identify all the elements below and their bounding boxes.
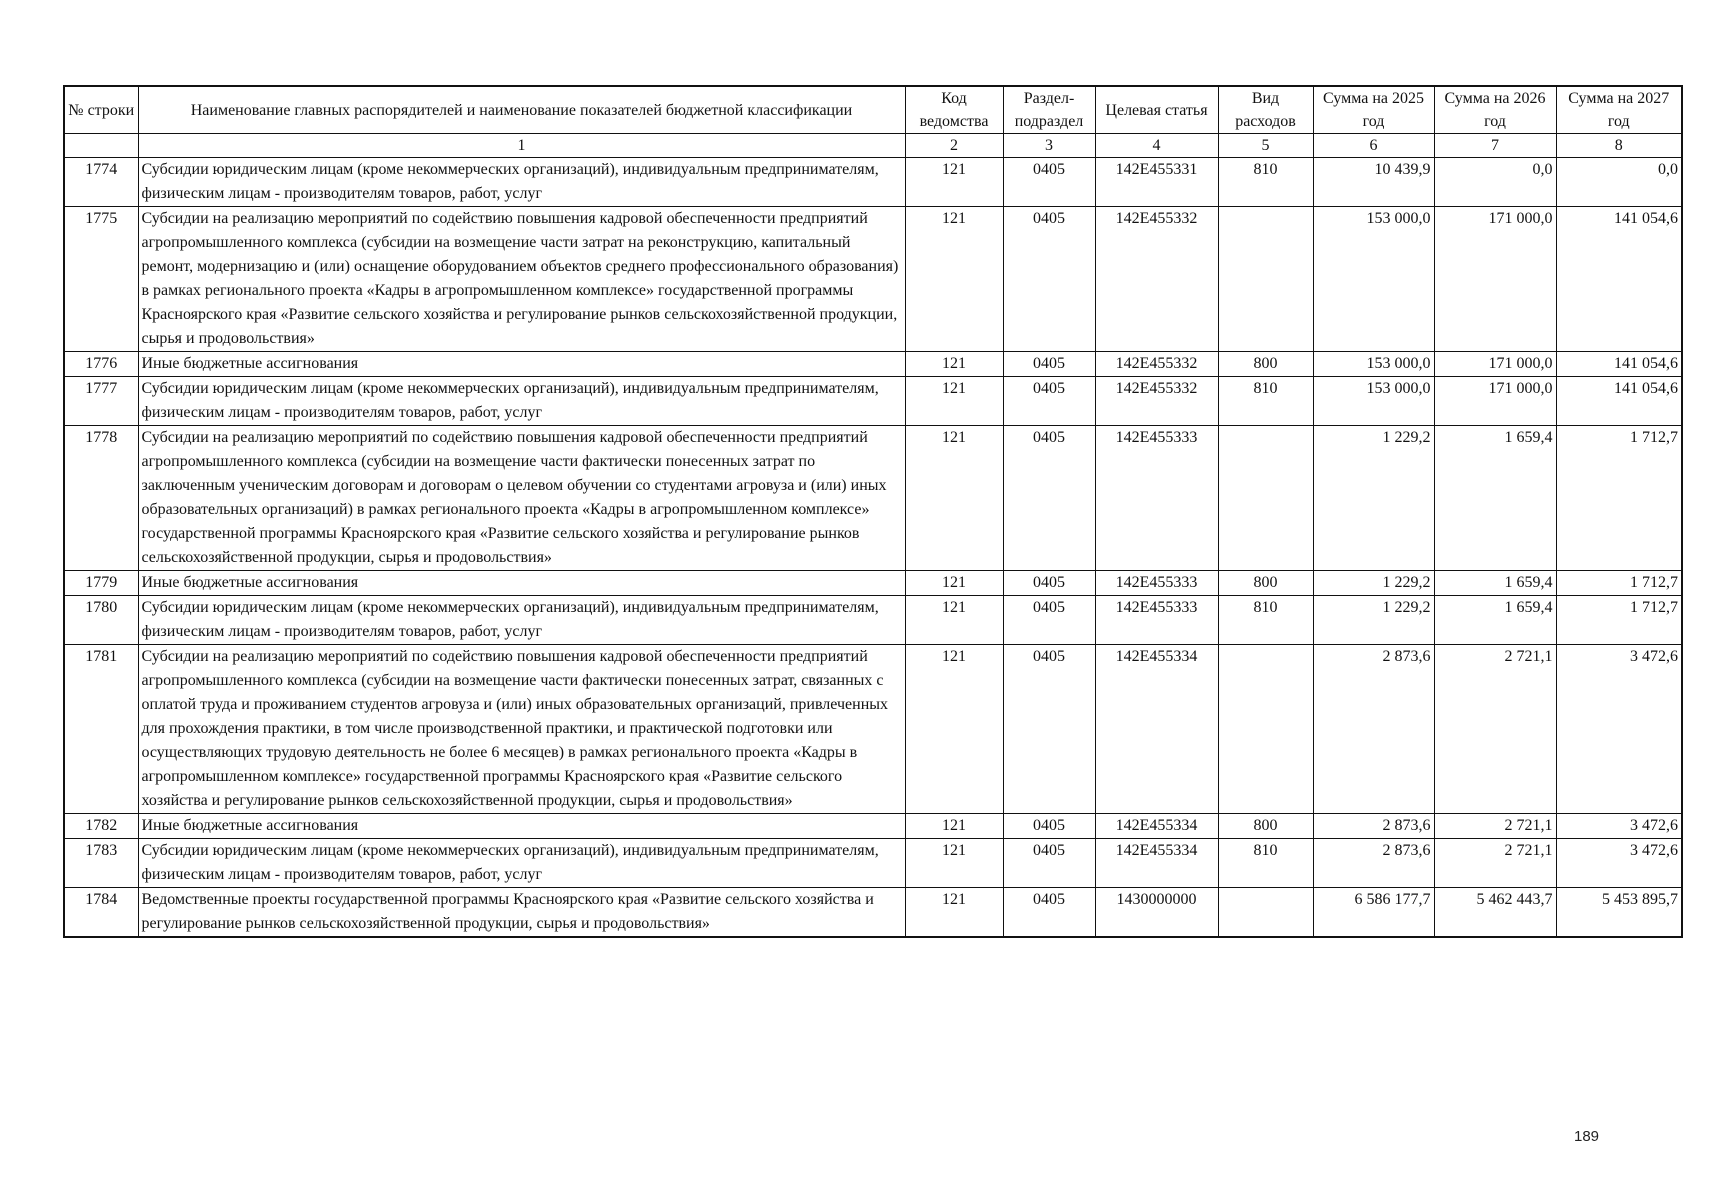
sum-2026-cell: 171 000,0 bbox=[1434, 377, 1556, 426]
sum-2025-cell: 1 229,2 bbox=[1313, 596, 1434, 645]
expense-type-cell bbox=[1218, 888, 1313, 938]
section-cell: 0405 bbox=[1003, 158, 1095, 207]
row-number-cell: 1775 bbox=[64, 207, 138, 352]
sum-2026-cell: 2 721,1 bbox=[1434, 839, 1556, 888]
sum-2026-cell: 0,0 bbox=[1434, 158, 1556, 207]
sum-2027-cell: 3 472,6 bbox=[1556, 645, 1682, 814]
row-number-cell: 1777 bbox=[64, 377, 138, 426]
table-row bbox=[64, 207, 1682, 352]
column-number: 7 bbox=[1434, 134, 1556, 158]
table-row bbox=[64, 352, 1682, 377]
row-number-cell: 1782 bbox=[64, 814, 138, 839]
target-cell: 142E455331 bbox=[1095, 158, 1218, 207]
section-cell: 0405 bbox=[1003, 207, 1095, 352]
dept-code-cell: 121 bbox=[905, 814, 1003, 839]
dept-code-cell: 121 bbox=[905, 839, 1003, 888]
table-row bbox=[64, 645, 1682, 814]
sum-2027-cell: 141 054,6 bbox=[1556, 352, 1682, 377]
sum-2026-cell: 5 462 443,7 bbox=[1434, 888, 1556, 938]
row-name-cell: Субсидии на реализацию мероприятий по содействию повышения кадровой обеспеченности предприятий агропромышленного комплекса (субсидии на возмещение части фактически понесенных затрат, связанных с оплатой труда и проживанием студентов агровуза и (или) иных образовательных организаций, привлеченных для прохождения практики, в том числе производственной практики, и практической подготовки или осуществляющих трудовую деятельность не более 6 месяцев) в рамках регионального проекта «Кадры в агропромышленном комплексе» государственной программы Красноярского края «Развитие сельского хозяйства и регулирование рынков сельскохозяйственной продукции, сырья и продовольствия» bbox=[138, 645, 905, 814]
sum-2025-cell: 153 000,0 bbox=[1313, 207, 1434, 352]
table-row bbox=[64, 839, 1682, 888]
header-section: Раздел- подраздел bbox=[1003, 86, 1095, 134]
column-number: 5 bbox=[1218, 134, 1313, 158]
dept-code-cell: 121 bbox=[905, 207, 1003, 352]
dept-code-cell: 121 bbox=[905, 888, 1003, 938]
row-name-cell: Субсидии юридическим лицам (кроме некоммерческих организаций), индивидуальным предпринимателям, физическим лицам - производителям товаров, работ, услуг bbox=[138, 158, 905, 207]
row-name-cell: Иные бюджетные ассигнования bbox=[138, 814, 905, 839]
sum-2025-cell: 1 229,2 bbox=[1313, 571, 1434, 596]
target-cell: 1430000000 bbox=[1095, 888, 1218, 938]
column-number-row bbox=[64, 134, 1682, 158]
section-cell: 0405 bbox=[1003, 352, 1095, 377]
row-name-cell: Субсидии юридическим лицам (кроме некоммерческих организаций), индивидуальным предпринимателям, физическим лицам - производителям товаров, работ, услуг bbox=[138, 596, 905, 645]
sum-2027-cell: 1 712,7 bbox=[1556, 571, 1682, 596]
sum-2027-cell: 1 712,7 bbox=[1556, 426, 1682, 571]
row-name-cell: Субсидии юридическим лицам (кроме некоммерческих организаций), индивидуальным предпринимателям, физическим лицам - производителям товаров, работ, услуг bbox=[138, 377, 905, 426]
sum-2027-cell: 3 472,6 bbox=[1556, 839, 1682, 888]
target-cell: 142E455332 bbox=[1095, 352, 1218, 377]
dept-code-cell: 121 bbox=[905, 645, 1003, 814]
sum-2027-cell: 141 054,6 bbox=[1556, 377, 1682, 426]
expense-type-cell: 800 bbox=[1218, 814, 1313, 839]
target-cell: 142E455334 bbox=[1095, 645, 1218, 814]
sum-2027-cell: 1 712,7 bbox=[1556, 596, 1682, 645]
dept-code-cell: 121 bbox=[905, 571, 1003, 596]
target-cell: 142E455334 bbox=[1095, 839, 1218, 888]
table-header-row bbox=[64, 86, 1682, 134]
dept-code-cell: 121 bbox=[905, 158, 1003, 207]
table-row bbox=[64, 571, 1682, 596]
expense-type-cell bbox=[1218, 426, 1313, 571]
header-expense-type: Вид расходов bbox=[1218, 86, 1313, 134]
table-row bbox=[64, 596, 1682, 645]
row-number-cell: 1778 bbox=[64, 426, 138, 571]
section-cell: 0405 bbox=[1003, 571, 1095, 596]
sum-2026-cell: 1 659,4 bbox=[1434, 426, 1556, 571]
row-number-cell: 1781 bbox=[64, 645, 138, 814]
table-row bbox=[64, 377, 1682, 426]
expense-type-cell: 810 bbox=[1218, 596, 1313, 645]
sum-2025-cell: 6 586 177,7 bbox=[1313, 888, 1434, 938]
sum-2026-cell: 1 659,4 bbox=[1434, 571, 1556, 596]
table-row bbox=[64, 426, 1682, 571]
header-sum-2025: Сумма на 2025 год bbox=[1313, 86, 1434, 134]
section-cell: 0405 bbox=[1003, 645, 1095, 814]
column-number: 8 bbox=[1556, 134, 1682, 158]
sum-2027-cell: 5 453 895,7 bbox=[1556, 888, 1682, 938]
sum-2026-cell: 2 721,1 bbox=[1434, 814, 1556, 839]
sum-2027-cell: 3 472,6 bbox=[1556, 814, 1682, 839]
row-name-cell: Субсидии на реализацию мероприятий по содействию повышения кадровой обеспеченности предприятий агропромышленного комплекса (субсидии на возмещение части затрат на реконструкцию, капитальный ремонт, модернизацию и (или) оснащение оборудованием объектов среднего профессионального образования) в рамках регионального проекта «Кадры в агропромышленном комплексе» государственной программы Красноярского края «Развитие сельского хозяйства и регулирование рынков сельскохозяйственной продукции, сырья и продовольствия» bbox=[138, 207, 905, 352]
sum-2026-cell: 171 000,0 bbox=[1434, 352, 1556, 377]
expense-type-cell: 810 bbox=[1218, 377, 1313, 426]
sum-2025-cell: 153 000,0 bbox=[1313, 352, 1434, 377]
table-row bbox=[64, 814, 1682, 839]
row-name-cell: Ведомственные проекты государственной программы Красноярского края «Развитие сельского хозяйства и регулирование рынков сельскохозяйственной продукции, сырья и продовольствия» bbox=[138, 888, 905, 938]
sum-2025-cell: 153 000,0 bbox=[1313, 377, 1434, 426]
table-row bbox=[64, 888, 1682, 938]
sum-2025-cell: 2 873,6 bbox=[1313, 814, 1434, 839]
column-number bbox=[64, 134, 138, 158]
sum-2026-cell: 2 721,1 bbox=[1434, 645, 1556, 814]
expense-type-cell bbox=[1218, 207, 1313, 352]
header-dept-code: Код ведомства bbox=[905, 86, 1003, 134]
header-sum-2026: Сумма на 2026 год bbox=[1434, 86, 1556, 134]
sum-2025-cell: 1 229,2 bbox=[1313, 426, 1434, 571]
header-sum-2027: Сумма на 2027 год bbox=[1556, 86, 1682, 134]
section-cell: 0405 bbox=[1003, 839, 1095, 888]
sum-2025-cell: 10 439,9 bbox=[1313, 158, 1434, 207]
sum-2027-cell: 141 054,6 bbox=[1556, 207, 1682, 352]
target-cell: 142E455334 bbox=[1095, 814, 1218, 839]
expense-type-cell: 800 bbox=[1218, 352, 1313, 377]
target-cell: 142E455332 bbox=[1095, 377, 1218, 426]
row-number-cell: 1784 bbox=[64, 888, 138, 938]
target-cell: 142E455333 bbox=[1095, 571, 1218, 596]
row-number-cell: 1783 bbox=[64, 839, 138, 888]
column-number: 2 bbox=[905, 134, 1003, 158]
sum-2026-cell: 171 000,0 bbox=[1434, 207, 1556, 352]
row-name-cell: Субсидии на реализацию мероприятий по содействию повышения кадровой обеспеченности предприятий агропромышленного комплекса (субсидии на возмещение части фактически понесенных затрат по заключенным ученическим договорам и договорам о целевом обучении со студентами агровуза и (или) иных образовательных организаций) в рамках регионального проекта «Кадры в агропромышленном комплексе» государственной программы Красноярского края «Развитие сельского хозяйства и регулирование рынков сельскохозяйственной продукции, сырья и продовольствия» bbox=[138, 426, 905, 571]
target-cell: 142E455333 bbox=[1095, 426, 1218, 571]
target-cell: 142E455332 bbox=[1095, 207, 1218, 352]
expense-type-cell: 810 bbox=[1218, 158, 1313, 207]
section-cell: 0405 bbox=[1003, 596, 1095, 645]
dept-code-cell: 121 bbox=[905, 596, 1003, 645]
section-cell: 0405 bbox=[1003, 377, 1095, 426]
column-number: 3 bbox=[1003, 134, 1095, 158]
table-body bbox=[64, 158, 1682, 938]
table-row bbox=[64, 158, 1682, 207]
row-name-cell: Иные бюджетные ассигнования bbox=[138, 352, 905, 377]
column-number: 4 bbox=[1095, 134, 1218, 158]
header-row-number: № строки bbox=[64, 86, 138, 134]
row-number-cell: 1774 bbox=[64, 158, 138, 207]
dept-code-cell: 121 bbox=[905, 426, 1003, 571]
page-number: 189 bbox=[1574, 1128, 1600, 1145]
sum-2025-cell: 2 873,6 bbox=[1313, 839, 1434, 888]
header-target: Целевая статья bbox=[1095, 86, 1218, 134]
column-number: 1 bbox=[138, 134, 905, 158]
header-name: Наименование главных распорядителей и наименование показателей бюджетной классификации bbox=[138, 86, 905, 134]
expense-type-cell: 810 bbox=[1218, 839, 1313, 888]
row-number-cell: 1776 bbox=[64, 352, 138, 377]
expense-type-cell: 800 bbox=[1218, 571, 1313, 596]
row-name-cell: Иные бюджетные ассигнования bbox=[138, 571, 905, 596]
column-number: 6 bbox=[1313, 134, 1434, 158]
row-name-cell: Субсидии юридическим лицам (кроме некоммерческих организаций), индивидуальным предпринимателям, физическим лицам - производителям товаров, работ, услуг bbox=[138, 839, 905, 888]
row-number-cell: 1780 bbox=[64, 596, 138, 645]
section-cell: 0405 bbox=[1003, 814, 1095, 839]
expense-type-cell bbox=[1218, 645, 1313, 814]
sum-2025-cell: 2 873,6 bbox=[1313, 645, 1434, 814]
dept-code-cell: 121 bbox=[905, 352, 1003, 377]
sum-2027-cell: 0,0 bbox=[1556, 158, 1682, 207]
row-number-cell: 1779 bbox=[64, 571, 138, 596]
section-cell: 0405 bbox=[1003, 888, 1095, 938]
budget-table bbox=[63, 85, 1683, 938]
dept-code-cell: 121 bbox=[905, 377, 1003, 426]
sum-2026-cell: 1 659,4 bbox=[1434, 596, 1556, 645]
target-cell: 142E455333 bbox=[1095, 596, 1218, 645]
section-cell: 0405 bbox=[1003, 426, 1095, 571]
